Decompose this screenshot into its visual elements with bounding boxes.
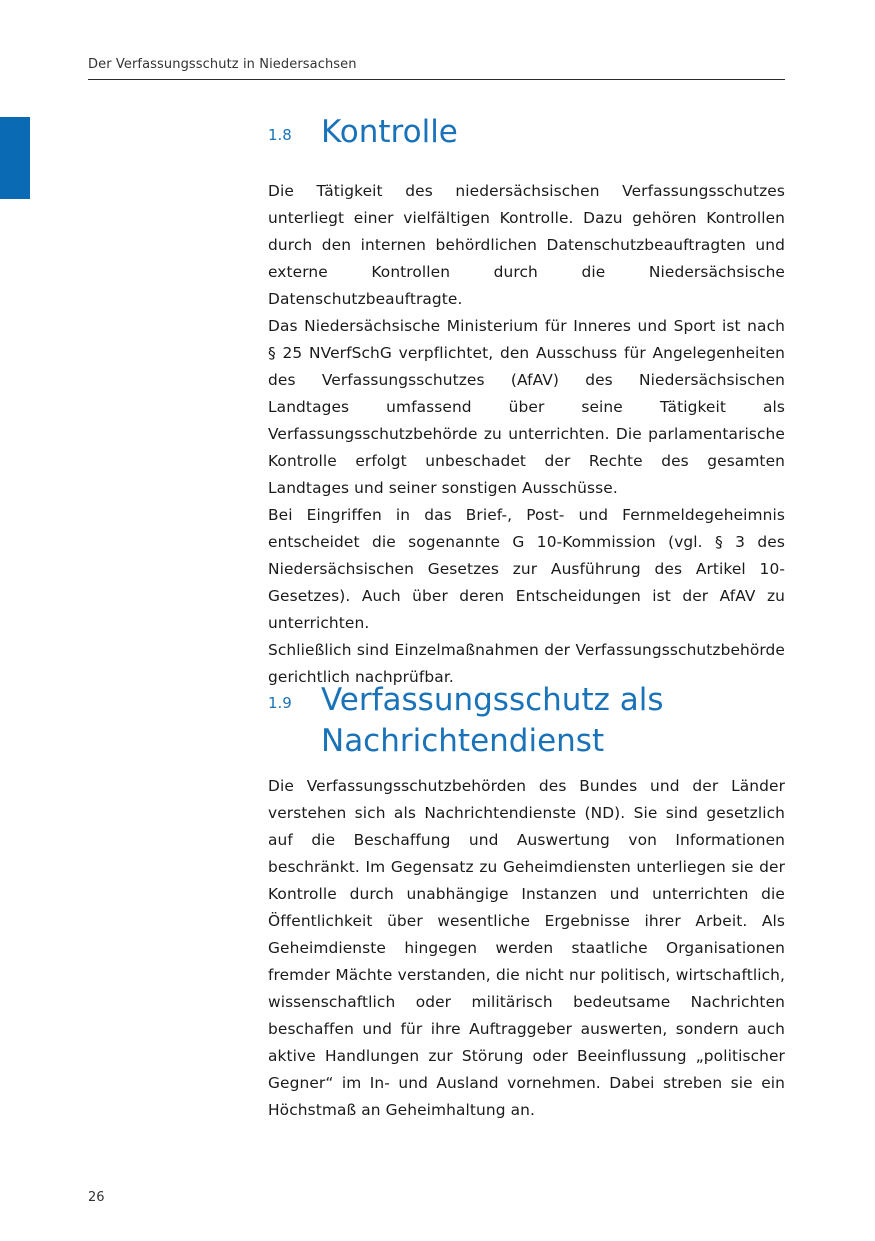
header-divider [88,79,785,80]
section-title: Kontrolle [321,114,458,150]
section-title [321,680,663,762]
paragraph: Schließlich sind Einzelmaßnahmen der Verfassungsschutzbehörde gerichtlich nachprüfbar. [268,641,785,686]
section-number: 1.9 [268,694,292,712]
paragraph: Das Niedersächsische Ministerium für Inneres und Sport ist nach § 25 NVerfSchG verpflichtet, den Ausschuss für Angelegenheiten des Verfassungsschutzes (AfAV) des Niedersächsischen Landtages umfassend über seine Tätigkeit als Verfassungsschutzbehörde zu unterrichten. Die parlamentarische Kontrolle erfolgt unbeschadet der Rechte des gesamten Landtages und seiner sonstigen Ausschüsse. [268,317,785,497]
running-header: Der Verfassungsschutz in Niedersachsen [88,57,357,72]
section-heading-1-8 [268,112,788,153]
paragraph: Die Tätigkeit des niedersächsischen Verfassungsschutzes unterliegt einer vielfältigen Kontrolle. Dazu gehören Kontrollen durch den internen behördlichen Datenschutzbeauftragten und externe Kontrollen durch die Niedersächsische Datenschutzbeauftragte. [268,182,785,308]
paragraph: Bei Eingriffen in das Brief-, Post- und Fernmeldegeheimnis entscheidet die sogenannte G 10-Kommission (vgl. § 3 des Niedersächsischen Gesetzes zur Ausführung des Artikel 10-Gesetzes). Auch über deren Entscheidungen ist der AfAV zu unterrichten. [268,506,785,632]
section-title-line: Verfassungsschutz als [321,682,664,718]
chapter-tab-marker [0,117,30,199]
section-heading-1-9 [268,680,788,762]
section-body-1-8 [268,178,785,691]
section-title-line: Nachrichtendienst [321,723,605,759]
paragraph: Die Verfassungsschutzbehörden des Bundes und der Länder verstehen sich als Nachrichtendienste (ND). Sie sind gesetzlich auf die Beschaffung und Auswertung von Informationen beschränkt. Im Gegensatz zu Geheimdiensten unterliegen sie der Kontrolle durch unabhängige Instanzen und unterrichten die Öffentlichkeit über wesentliche Ergebnisse ihrer Arbeit. Als Geheimdienste hingegen werden staatliche Organisationen fremder Mächte verstanden, die nicht nur politisch, wirtschaftlich, wissenschaftlich oder militärisch bedeutsame Nachrichten beschaffen und für ihre Auftraggeber auswerten, sondern auch aktive Handlungen zur Störung oder Beeinflussung „politischer Gegner“ im In- und Ausland vornehmen. Dabei streben sie ein Höchstmaß an Geheimhaltung an. [268,777,785,1119]
section-number: 1.8 [268,126,292,144]
page-number: 26 [88,1190,105,1205]
section-body-1-9 [268,773,785,1124]
